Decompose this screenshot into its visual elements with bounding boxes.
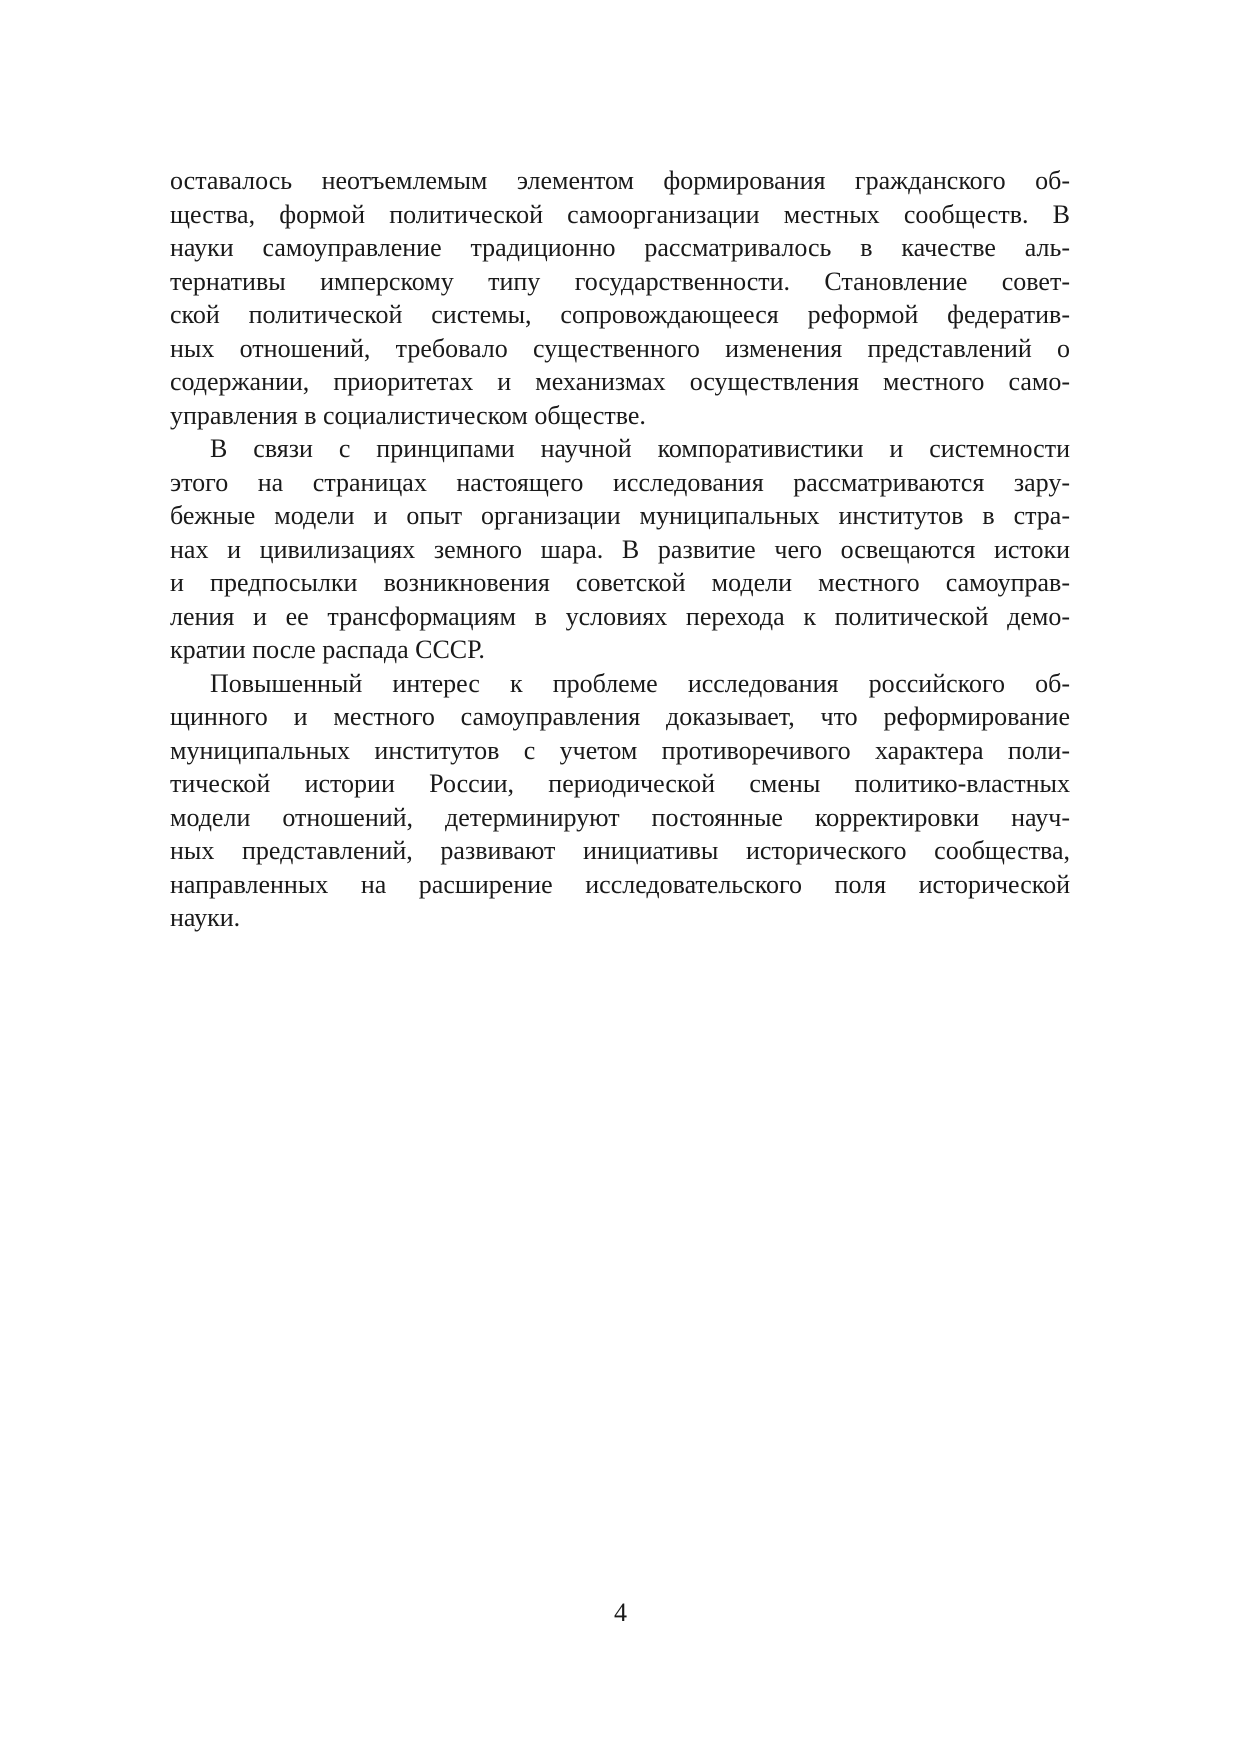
text-line: ской политической системы, сопровождающееся реформой федератив-	[170, 300, 1070, 329]
text-line: науки самоуправление традиционно рассматривалось в качестве аль-	[170, 233, 1070, 262]
body-text	[170, 164, 1070, 935]
text-line: оставалось неотъемлемым элементом формирования гражданского об-	[170, 166, 1070, 195]
text-line: щинного и местного самоуправления доказывает, что реформирование	[170, 702, 1070, 731]
text-line: направленных на расширение исследовательского поля исторической	[170, 869, 1070, 899]
text-line: тернативы имперскому типу государственности. Становление совет-	[170, 266, 1070, 296]
text-line: модели отношений, детерминируют постоянные корректировки науч-	[170, 802, 1070, 832]
text-line: Повышенный интерес к проблеме исследования российского об-	[210, 668, 1070, 698]
text-line: муниципальных институтов с учетом противоречивого характера поли-	[170, 735, 1070, 765]
text-line: управления в социалистическом обществе.	[170, 400, 646, 430]
text-line: ления и ее трансформациям в условиях перехода к политической демо-	[170, 601, 1070, 631]
text-line: этого на страницах настоящего исследования рассматриваются зару-	[170, 467, 1070, 497]
text-line: науки.	[170, 903, 241, 932]
text-line: ных отношений, требовало существенного изменения представлений о	[170, 333, 1070, 363]
text-line: бежные модели и опыт организации муниципальных институтов в стра-	[170, 501, 1070, 530]
text-line: ных представлений, развивают инициативы исторического сообщества,	[170, 836, 1070, 865]
text-line: щества, формой политической самоорганизации местных сообществ. В	[170, 199, 1070, 229]
text-line: кратии после распада СССР.	[170, 635, 485, 664]
text-line: и предпосылки возникновения советской модели местного самоуправ-	[170, 568, 1070, 597]
text-line: В связи с принципами научной компоративистики и системности	[210, 434, 1070, 463]
page-number: 4	[614, 1598, 627, 1627]
text-line: содержании, приоритетах и механизмах осуществления местного само-	[170, 367, 1070, 396]
text-line: тической истории России, периодической смены политико-властных	[170, 769, 1070, 798]
text-line: нах и цивилизациях земного шара. В развитие чего освещаются истоки	[170, 534, 1070, 564]
